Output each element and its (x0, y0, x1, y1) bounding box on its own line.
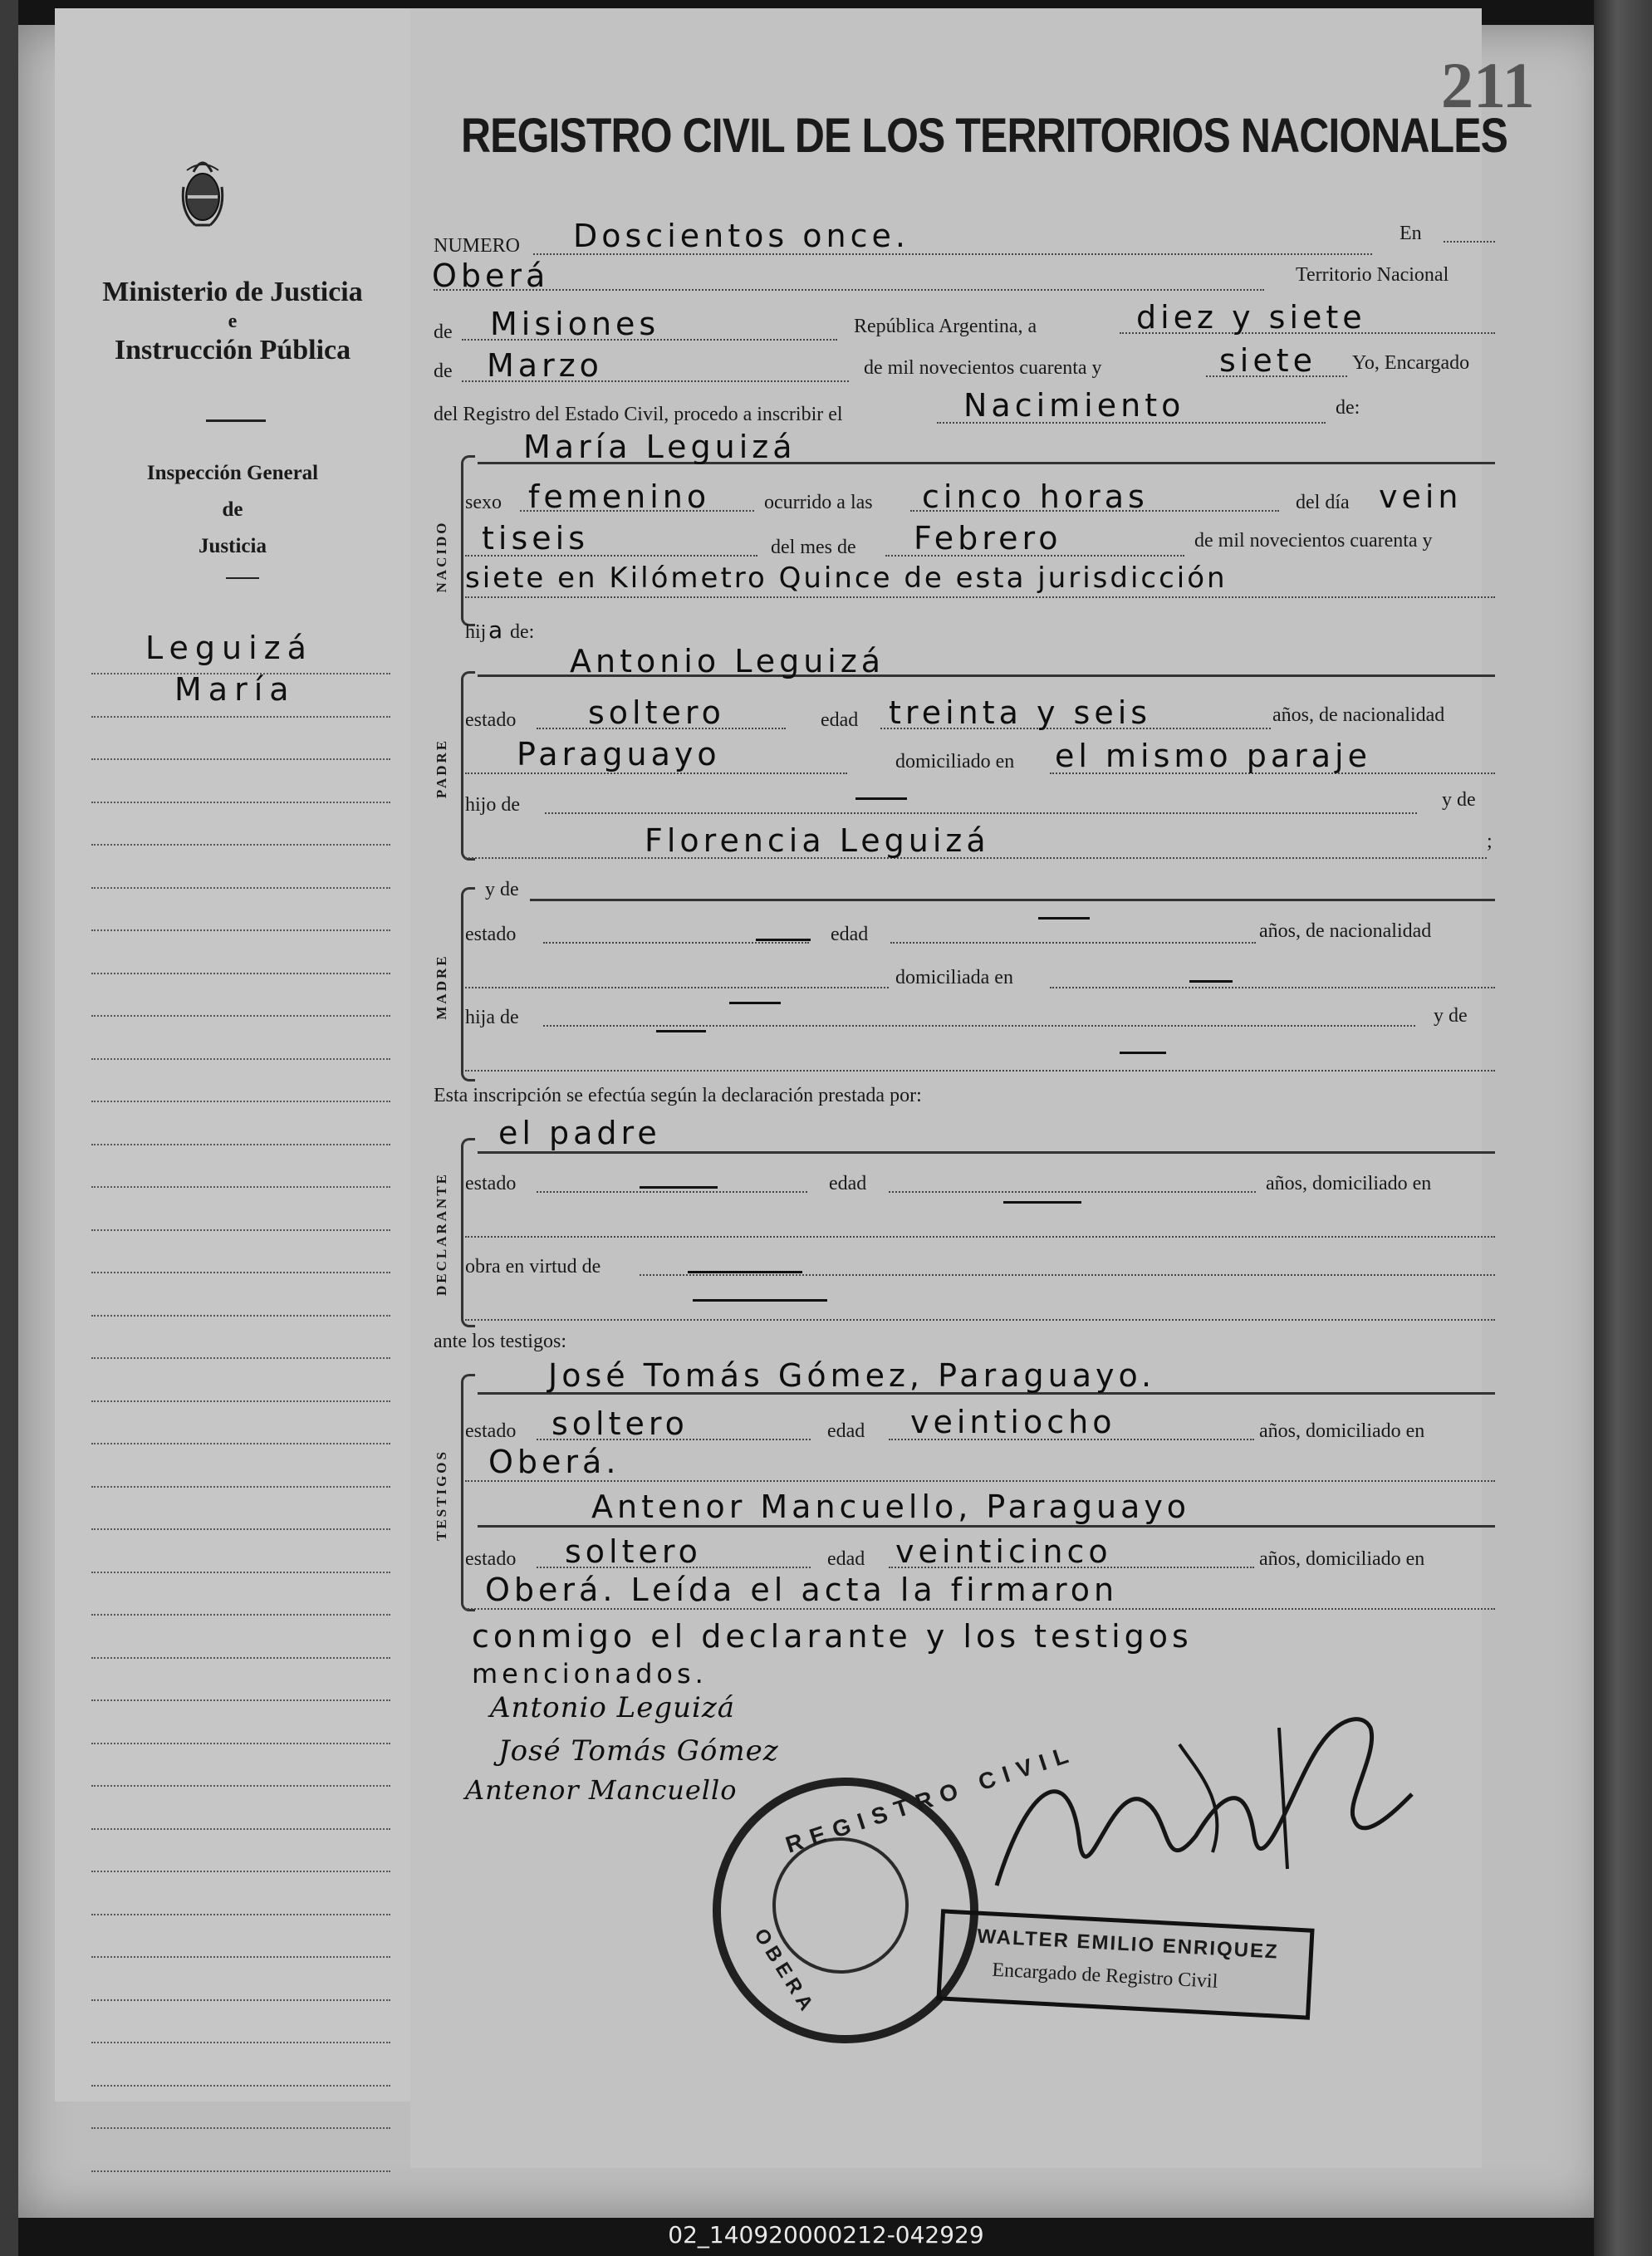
mes-value: Marzo (487, 347, 603, 384)
padre-nombre-value: Antonio Leguizá (570, 643, 885, 679)
padre-nacionalidad-line (465, 772, 847, 774)
madre-nombre-line (530, 899, 1495, 901)
testigo1-value: José Tomás Gómez, Paraguayo. (548, 1357, 1156, 1394)
ministry-line-2: Instrucción Pública (114, 335, 351, 365)
declarante-estado-label: estado (465, 1173, 517, 1194)
testigos-section-label: TESTIGOS (434, 1449, 449, 1541)
closing-line-2: mencionados. (472, 1658, 708, 1690)
testigo1-edad-label: edad (827, 1420, 865, 1442)
territorio-label: Territorio Nacional (1296, 264, 1449, 286)
nacido-section-label: NACIDO (434, 520, 449, 593)
padre-bracket (461, 671, 475, 861)
anos-nacionalidad-label: años, de nacionalidad (1272, 704, 1445, 726)
dia-nac-part-2: tiseis (482, 520, 589, 557)
declarante-estado-line (537, 1191, 807, 1193)
madre-edad-line (890, 942, 1256, 944)
nacido-bracket (461, 455, 475, 626)
madre-y-de-label: y de (485, 879, 519, 900)
hora-value: cinco horas (922, 478, 1149, 515)
registro-label: del Registro del Estado Civil, procedo a inscribir el (434, 404, 843, 425)
lugar-value: Oberá (432, 257, 550, 294)
mes-nac-value: Febrero (914, 520, 1062, 557)
madre-nacionalidad-line (465, 987, 889, 988)
seal-place: OBERA (749, 1925, 821, 2019)
testigo1-edad-value: veintiocho (910, 1404, 1116, 1440)
de-label-2: de (434, 360, 453, 382)
testigo2-line (478, 1525, 1495, 1528)
madre-estado-line (543, 942, 809, 944)
declarante-value: el padre (498, 1115, 661, 1151)
ministry-line-1: Ministerio de Justicia (102, 277, 363, 307)
lugar-nac-line (465, 596, 1495, 598)
en-label: En (1400, 223, 1422, 244)
declarante-extra-dash (693, 1299, 827, 1302)
hijo-de-label: hijo de (465, 794, 520, 816)
hij-de-label: de: (510, 621, 535, 643)
signature-antonio: Antonio Leguizá (490, 1691, 736, 1724)
registrar-stamp (936, 1909, 1314, 2019)
padre-section-label: PADRE (434, 738, 449, 799)
dia-value: diez y siete (1136, 299, 1366, 336)
declarante-line (478, 1151, 1495, 1154)
testigo2-estado-value: soltero (565, 1533, 702, 1570)
official-signature-scribble (980, 1678, 1445, 1927)
abuelo-line (545, 812, 1417, 814)
testigo2-edad-label: edad (827, 1548, 865, 1570)
padre-domicilio-value: el mismo paraje (1055, 738, 1371, 774)
yo-label: Yo, Encargado (1352, 352, 1470, 374)
lugar-nac-value: siete en Kilómetro Quince de esta jurisdicción (465, 562, 1228, 595)
padre-edad-value: treinta y seis (889, 694, 1152, 731)
coat-of-arms-icon (179, 154, 227, 233)
page-title: REGISTRO CIVIL DE LOS TERRITORIOS NACIONALES (461, 109, 1508, 163)
inspection-line-2: de (222, 498, 243, 521)
domiciliada-en-label: domiciliada en (895, 967, 1013, 988)
mil-label: de mil novecientos cuarenta y (864, 357, 1102, 379)
divider (206, 419, 266, 422)
folio-number: 211 (1441, 49, 1535, 121)
padre-nacionalidad-value: Paraguayo (517, 736, 721, 772)
en-line (1444, 241, 1495, 243)
madre-abuela-dash (1120, 1052, 1166, 1054)
seal-title: REGISTRO CIVIL (782, 1739, 1080, 1858)
book-edge (1594, 0, 1652, 2256)
mil-label-2: de mil novecientos cuarenta y (1194, 530, 1433, 552)
semicolon: ; (1487, 831, 1493, 852)
testigo1-anos-label: años, domiciliado en (1259, 1420, 1425, 1442)
declarante-edad-dash (1003, 1201, 1081, 1204)
margin-ruled-lines (91, 673, 390, 2213)
del-mes-label: del mes de (771, 537, 856, 558)
abuela-value: Florencia Leguizá (645, 822, 990, 859)
madre-padres-dash (729, 1002, 781, 1004)
hij-label: hij (465, 621, 487, 643)
madre-edad-label: edad (831, 924, 869, 945)
obra-dash (688, 1271, 802, 1273)
declarante-section-label: DECLARANTE (434, 1171, 449, 1296)
madre-anos-label: años, de nacionalidad (1259, 920, 1432, 942)
testigos-label: ante los testigos: (434, 1331, 566, 1352)
registrar-name: WALTER EMILIO ENRIQUEZ (976, 1925, 1280, 1964)
obra-line (640, 1274, 1495, 1276)
testigo2-edad-value: veinticinco (895, 1533, 1112, 1570)
ministry-heading (75, 274, 390, 369)
de-label: de (434, 321, 453, 343)
inspection-line-1: Inspección General (146, 462, 319, 484)
abuelo-blank-dash (855, 797, 907, 800)
testigo1-domicilio-line (465, 1480, 1495, 1482)
declarante-edad-line (889, 1191, 1256, 1193)
madre-domicilio-dash (1189, 980, 1233, 983)
testigo2-anos-label: años, domiciliado en (1259, 1548, 1425, 1570)
declarante-domicilio-line (465, 1236, 1495, 1238)
del-dia-label: del día (1296, 492, 1350, 513)
margin-note-surname: Leguizá (145, 630, 313, 666)
declaracion-label: Esta inscripción se efectúa según la declaración prestada por: (434, 1085, 922, 1106)
numero-value: Doscientos once. (573, 218, 909, 254)
lugar-line (434, 289, 1264, 291)
domiciliado-en-label: domiciliado en (895, 751, 1015, 772)
signature-antenor: Antenor Mancuello (465, 1774, 738, 1806)
madre-padres-dash-2 (656, 1030, 706, 1032)
madre-domicilio-line (1050, 987, 1495, 988)
testigos-bracket (461, 1374, 475, 1611)
madre-abuela-line (465, 1070, 1495, 1072)
anio-value: siete (1219, 342, 1317, 379)
territorio-value: Misiones (490, 306, 660, 342)
testigo1-estado-label: estado (465, 1420, 517, 1442)
margin-note-name: María (174, 671, 296, 708)
declarante-extra-line (465, 1319, 1495, 1321)
testigo1-domicilio-value: Oberá. (488, 1444, 620, 1480)
madre-edad-dash (1038, 917, 1090, 920)
declarante-anos-label: años, domiciliado en (1266, 1173, 1432, 1194)
testigo1-estado-value: soltero (551, 1405, 689, 1442)
y-de-label: y de (1442, 789, 1476, 811)
madre-section-label: MADRE (434, 954, 449, 1020)
inspection-heading (75, 455, 390, 565)
padre-estado-value: soltero (588, 694, 725, 731)
inspection-line-3: Justicia (199, 535, 267, 557)
divider (226, 577, 259, 579)
republica-label: República Argentina, a (854, 316, 1037, 337)
sexo-label: sexo (465, 492, 502, 513)
madre-padres-line (543, 1025, 1415, 1027)
declarante-bracket (461, 1138, 475, 1327)
madre-y-de-label-2: y de (1434, 1005, 1468, 1027)
ministry-conjunction: e (228, 311, 238, 332)
testigo2-estado-label: estado (465, 1548, 517, 1570)
ocurrido-label: ocurrido a las (764, 492, 873, 513)
dia-nac-part-1: vein (1379, 478, 1463, 515)
declarante-edad-label: edad (829, 1173, 867, 1194)
numero-label: NUMERO (434, 235, 521, 257)
book-binding (0, 0, 18, 2256)
image-caption: 02_140920000212-042929 (668, 2221, 984, 2249)
de-colon-label: de: (1336, 397, 1360, 419)
sexo-value: femenino (528, 478, 711, 515)
signature-jose: José Tomás Gómez (498, 1734, 779, 1768)
madre-estado-label: estado (465, 924, 517, 945)
declarante-estado-dash (640, 1186, 718, 1189)
estado-label: estado (465, 709, 517, 731)
testigo2-domicilio-value: Oberá. Leída el acta la firmaron (485, 1572, 1119, 1608)
madre-bracket (461, 887, 475, 1081)
registrar-role: Encargado de Registro Civil (991, 1959, 1218, 1993)
nombre-value: María Leguizá (523, 429, 797, 465)
closing-line-1: conmigo el declarante y los testigos (472, 1618, 1193, 1655)
hij-suffix: a (488, 616, 507, 644)
madre-estado-dash (756, 939, 811, 941)
obra-label: obra en virtud de (465, 1256, 601, 1278)
testigo2-domicilio-line (465, 1608, 1495, 1610)
hija-de-label: hija de (465, 1007, 519, 1028)
testigo2-value: Antenor Mancuello, Paraguayo (591, 1488, 1191, 1525)
edad-label: edad (821, 709, 859, 731)
tipo-value: Nacimiento (963, 387, 1185, 424)
